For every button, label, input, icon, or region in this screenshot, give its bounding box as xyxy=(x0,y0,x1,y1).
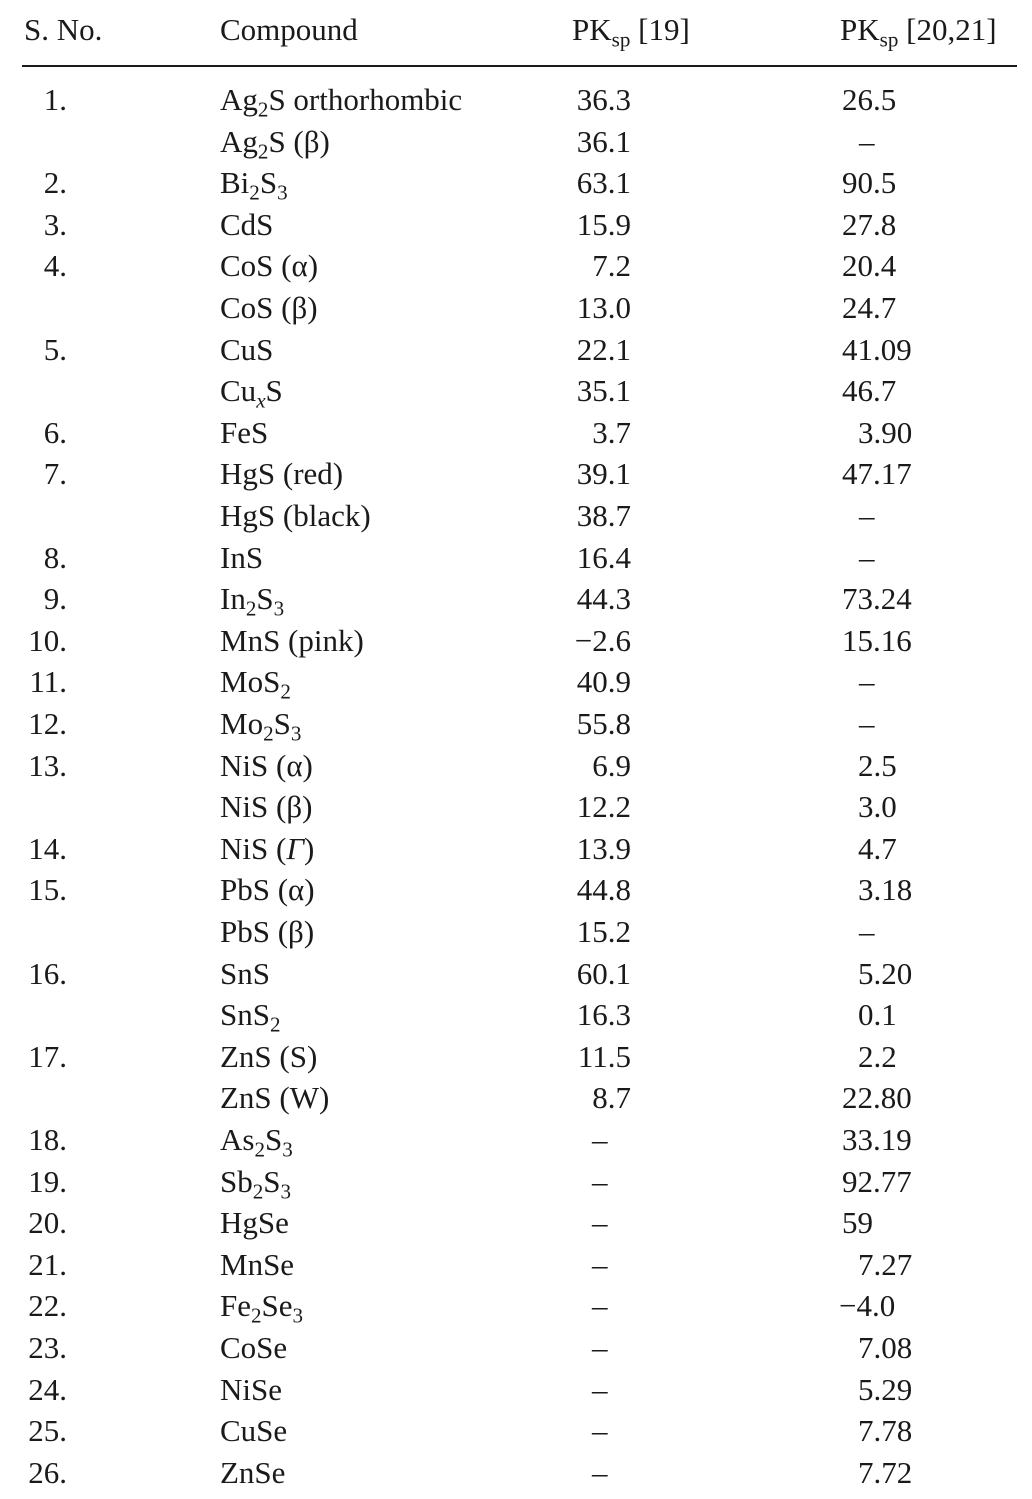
cell-compound: NiS (Γ) xyxy=(220,830,315,866)
cell-sno: 10. xyxy=(28,622,67,658)
cell-compound: ZnSe xyxy=(220,1454,286,1490)
cell-pksp-19: 44.3 xyxy=(576,581,631,617)
cell-compound: NiS (β) xyxy=(220,789,313,825)
table-row xyxy=(0,1288,1032,1329)
cell-pksp-20-21: – xyxy=(859,498,875,533)
cell-compound: HgS (red) xyxy=(220,456,344,492)
cell-compound: MnS (pink) xyxy=(220,622,364,658)
cell-pksp-20-21: 3.18 xyxy=(858,872,913,908)
cell-pksp-20-21: 5.20 xyxy=(858,955,913,991)
cell-pksp-20-21: 3.90 xyxy=(858,414,913,450)
cell-pksp-20-21: 92.77 xyxy=(842,1163,912,1199)
table-row xyxy=(0,290,1032,331)
cell-sno: 24. xyxy=(28,1371,67,1407)
cell-pksp-19: 13.0 xyxy=(576,290,631,325)
cell-compound: CdS xyxy=(220,206,274,242)
cell-sno: 4. xyxy=(43,248,67,284)
cell-sno: 2. xyxy=(43,165,67,201)
cell-pksp-19: 63.1 xyxy=(576,165,631,201)
cell-pksp-19: 60.1 xyxy=(576,955,631,991)
cell-pksp-19: – xyxy=(592,1413,608,1449)
table-row xyxy=(0,748,1032,789)
cell-compound: $Ag_2S$ orthorhombic xyxy=(220,82,463,122)
table-row xyxy=(0,207,1032,248)
table-row xyxy=(0,456,1032,497)
cell-pksp-20-21: 7.27 xyxy=(858,1246,913,1282)
table-row xyxy=(0,1205,1032,1246)
cell-pksp-19: – xyxy=(592,1122,608,1157)
cell-pksp-20-21: 27.8 xyxy=(842,206,897,242)
cell-pksp-19: – xyxy=(592,1454,608,1490)
cell-sno: 17. xyxy=(28,1038,67,1074)
cell-compound: NiS (α) xyxy=(220,747,313,783)
cell-compound: $Sb_2S_3$ xyxy=(220,1163,292,1203)
cell-pksp-19: – xyxy=(592,1371,608,1407)
cell-pksp-20-21: 5.29 xyxy=(858,1371,913,1407)
table-row xyxy=(0,872,1032,913)
column-header-pksp-19: $PK_{sp}$ [19] xyxy=(572,12,690,52)
cell-pksp-19: 15.9 xyxy=(576,206,631,242)
table-row xyxy=(0,956,1032,997)
cell-pksp-20-21: 90.5 xyxy=(842,165,897,201)
cell-pksp-20-21: 7.78 xyxy=(858,1413,913,1449)
cell-sno: 15. xyxy=(28,872,67,908)
cell-pksp-20-21: – xyxy=(859,664,875,700)
cell-compound: CoS (α) xyxy=(220,248,319,284)
table-row xyxy=(0,1372,1032,1413)
table-row xyxy=(0,373,1032,414)
cell-pksp-19: 15.2 xyxy=(576,914,631,949)
cell-pksp-19: – xyxy=(592,1330,608,1365)
cell-compound: NiSe xyxy=(220,1371,282,1407)
cell-sno: 7. xyxy=(43,456,67,492)
cell-sno: 20. xyxy=(28,1205,67,1241)
cell-compound: PbS (β) xyxy=(220,914,315,949)
cell-compound: MoS$_2$ xyxy=(220,664,291,704)
cell-compound: $Bi_2S_3$ xyxy=(220,165,288,205)
cell-pksp-19: 35.1 xyxy=(576,373,631,409)
cell-sno: 1. xyxy=(43,82,67,117)
cell-pksp-20-21: 2.5 xyxy=(858,747,897,783)
cell-compound: $As_2S_3$ xyxy=(220,1122,293,1162)
cell-pksp-19: 40.9 xyxy=(576,664,631,700)
cell-compound: $Ag_2S$ (β) xyxy=(220,123,330,163)
cell-compound: $Fe_2Se_3$ xyxy=(220,1288,304,1328)
cell-compound: InS xyxy=(220,539,264,575)
cell-pksp-19: – xyxy=(592,1288,608,1324)
table-row xyxy=(0,124,1032,165)
cell-pksp-20-21: – xyxy=(859,706,875,741)
cell-sno: 3. xyxy=(43,206,67,242)
cell-sno: 5. xyxy=(43,331,67,367)
cell-pksp-19: – xyxy=(592,1163,608,1199)
cell-pksp-20-21: 73.24 xyxy=(842,581,912,617)
table-row xyxy=(0,1413,1032,1454)
table-row xyxy=(0,1247,1032,1288)
cell-pksp-19: −2.6 xyxy=(574,622,631,658)
cell-sno: 22. xyxy=(28,1288,67,1324)
table-row xyxy=(0,248,1032,289)
table-header xyxy=(0,0,1032,62)
cell-compound: MnSe xyxy=(220,1246,295,1282)
cell-pksp-20-21: 4.7 xyxy=(858,830,897,866)
cell-sno: 9. xyxy=(43,581,67,617)
cell-compound: CuSe xyxy=(220,1413,288,1449)
cell-pksp-19: 6.9 xyxy=(592,747,631,783)
header-rule xyxy=(22,65,1017,67)
cell-pksp-19: 39.1 xyxy=(576,456,631,492)
cell-compound: SnS$_2$ xyxy=(220,997,281,1037)
cell-compound: HgS (black) xyxy=(220,498,371,533)
table-row xyxy=(0,664,1032,705)
cell-pksp-19: 36.3 xyxy=(576,82,631,117)
table-row xyxy=(0,1330,1032,1371)
table-row xyxy=(0,831,1032,872)
cell-sno: 11. xyxy=(29,664,67,700)
cell-pksp-19: 3.7 xyxy=(592,414,631,450)
cell-sno: 18. xyxy=(28,1122,67,1157)
cell-sno: 13. xyxy=(28,747,67,783)
cell-pksp-20-21: 22.80 xyxy=(842,1080,912,1116)
cell-sno: 8. xyxy=(43,539,67,575)
table-row xyxy=(0,997,1032,1038)
cell-compound: PbS (α) xyxy=(220,872,315,908)
cell-pksp-20-21: −4.0 xyxy=(839,1288,896,1324)
table-row xyxy=(0,82,1032,123)
cell-sno: 21. xyxy=(28,1246,67,1282)
cell-sno: 16. xyxy=(28,955,67,991)
table-row xyxy=(0,1039,1032,1080)
cell-pksp-19: 16.3 xyxy=(576,997,631,1033)
table-row xyxy=(0,540,1032,581)
table-row xyxy=(0,165,1032,206)
cell-pksp-20-21: 7.08 xyxy=(858,1330,913,1365)
cell-pksp-20-21: – xyxy=(859,123,875,159)
cell-pksp-20-21: 20.4 xyxy=(842,248,897,284)
cell-pksp-19: 38.7 xyxy=(576,498,631,533)
cell-pksp-19: 7.2 xyxy=(592,248,631,284)
cell-pksp-19: 44.8 xyxy=(576,872,631,908)
cell-compound: $Mo_2S_3$ xyxy=(220,706,302,746)
cell-compound: CoSe xyxy=(220,1330,288,1365)
cell-sno: 6. xyxy=(43,414,67,450)
cell-pksp-19: 12.2 xyxy=(576,789,631,825)
cell-pksp-19: – xyxy=(592,1246,608,1282)
table-row xyxy=(0,332,1032,373)
cell-compound: FeS xyxy=(220,414,269,450)
table-row xyxy=(0,1164,1032,1205)
table-row xyxy=(0,415,1032,456)
table-row xyxy=(0,1455,1032,1496)
cell-pksp-20-21: 15.16 xyxy=(842,622,912,658)
cell-compound: ZnS (W) xyxy=(220,1080,330,1116)
cell-compound: HgSe xyxy=(220,1205,289,1241)
cell-pksp-19: 55.8 xyxy=(576,706,631,741)
cell-compound: CoS (β) xyxy=(220,290,318,325)
cell-pksp-20-21: 24.7 xyxy=(842,290,897,325)
cell-pksp-20-21: 33.19 xyxy=(842,1122,912,1157)
table-row xyxy=(0,498,1032,539)
cell-pksp-19: 11.5 xyxy=(577,1038,631,1074)
column-header-compound: Compound xyxy=(220,12,358,47)
cell-pksp-19: 8.7 xyxy=(592,1080,631,1116)
cell-sno: 14. xyxy=(28,830,67,866)
table-row xyxy=(0,914,1032,955)
cell-sno: 23. xyxy=(28,1330,67,1365)
cell-sno: 25. xyxy=(28,1413,67,1449)
column-header-sno: S. No. xyxy=(24,12,103,47)
cell-compound: ZnS (S) xyxy=(220,1038,318,1074)
table-row xyxy=(0,789,1032,830)
table-row xyxy=(0,581,1032,622)
cell-sno: 19. xyxy=(28,1163,67,1199)
cell-pksp-20-21: 46.7 xyxy=(842,373,897,409)
cell-pksp-19: 16.4 xyxy=(576,539,631,575)
table-row xyxy=(0,1122,1032,1163)
cell-pksp-20-21: 47.17 xyxy=(842,456,912,492)
cell-pksp-19: 13.9 xyxy=(576,830,631,866)
table-row xyxy=(0,1080,1032,1121)
cell-pksp-20-21: 7.72 xyxy=(858,1454,913,1490)
cell-pksp-20-21: 3.0 xyxy=(858,789,897,825)
cell-pksp-20-21: 26.5 xyxy=(842,82,897,117)
cell-pksp-20-21: 0.1 xyxy=(858,997,897,1033)
table-row xyxy=(0,623,1032,664)
column-header-pksp-20-21: $PK_{sp}$ [20,21] xyxy=(840,12,997,52)
cell-pksp-20-21: – xyxy=(859,539,875,575)
cell-compound: $In_2S_3$ xyxy=(220,581,285,621)
cell-pksp-19: 36.1 xyxy=(576,123,631,159)
cell-pksp-20-21: – xyxy=(859,914,875,949)
cell-pksp-20-21: 59 xyxy=(842,1205,873,1241)
cell-pksp-19: – xyxy=(592,1205,608,1241)
cell-compound: SnS xyxy=(220,955,270,991)
cell-pksp-20-21: 41.09 xyxy=(842,331,912,367)
table-row xyxy=(0,706,1032,747)
cell-pksp-19: 22.1 xyxy=(576,331,631,367)
cell-pksp-20-21: 2.2 xyxy=(858,1038,897,1074)
cell-compound: $Cu_xS$ xyxy=(220,373,283,413)
cell-compound: CuS xyxy=(220,331,274,367)
cell-sno: 26. xyxy=(28,1454,67,1490)
cell-sno: 12. xyxy=(28,706,67,741)
